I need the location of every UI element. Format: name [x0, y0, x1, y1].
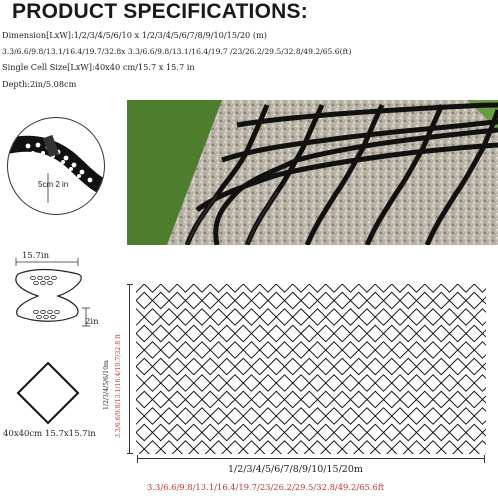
spec-dimension: Dimension[LxW]:1/2/3/4/5/6/10 x 1/2/3/4/5/6/7/8/9/10/15/20 (m)	[2, 30, 267, 40]
grid-width-dimension-line	[137, 458, 485, 459]
cell-height-label: 2in	[85, 317, 99, 327]
cell-width-label: 15.7in	[22, 251, 50, 261]
cell-size-label: 40x40cm 15.7x15.7in	[3, 429, 96, 439]
grid-width-label: 1/2/3/4/5/6/7/8/9/10/15/20m	[228, 464, 363, 475]
spec-cell-size: Single Cell Size[LxW]:40x40 cm/15.7 x 15.7 in	[2, 62, 195, 72]
spec-depth: Depth:2in/5.08cm	[2, 79, 77, 89]
grid-height-label: 1/2/3/4/5/6/10m	[103, 360, 110, 410]
spec-dimension-ft: 3.3/6.6/9.8/13.1/16.4/19.7/32.8x 3.3/6.6/9.8/13.1/16.4/19.7 /23/26.2/29.5/32.8/49.2/65.6(ft)	[2, 47, 352, 56]
geocell-grid-diagram	[136, 284, 486, 458]
circle-dimension-label: 5cm 2 in	[38, 180, 69, 189]
installed-geocell-photo	[127, 100, 498, 245]
grid-width-label-ft: 3.3/6.6/9.8/13.1/16.4/19.7/23/26.2/29.5/32.8/49.2/65.6ft	[147, 482, 385, 492]
grid-height-dimension-line	[129, 284, 130, 454]
cell-diamond-shape	[15, 360, 81, 426]
grid-height-label-ft: 3.3/6.6/9.8/13.1/16.4/19.7/32.8 ft	[115, 334, 122, 438]
grid-cells	[136, 284, 486, 454]
cell-detail-circle	[7, 117, 105, 215]
page-title: PRODUCT SPECIFICATIONS:	[12, 0, 308, 23]
